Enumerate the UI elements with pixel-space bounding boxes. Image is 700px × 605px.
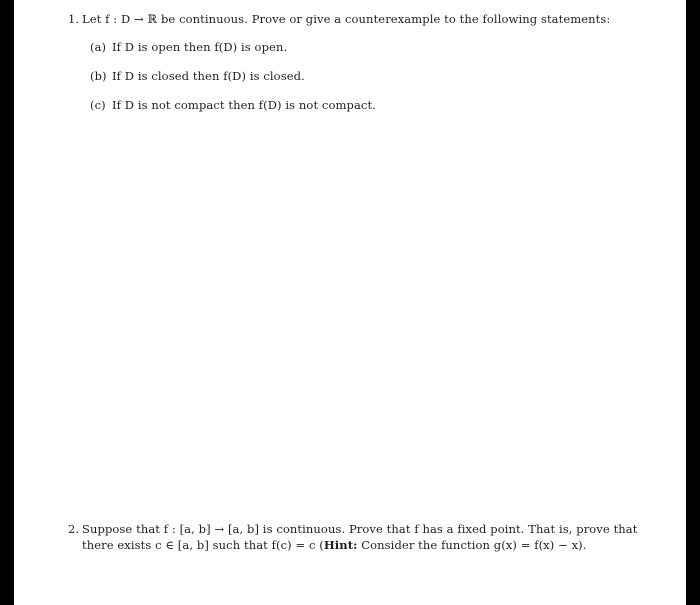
problem-1-statement: Let f : D → ℝ be continuous. Prove or give a counterexample to the following statements: <box>82 12 611 26</box>
problem-1-part-a <box>90 39 287 55</box>
problem-2-line-2 <box>82 537 587 553</box>
problem-1-number: 1. <box>68 12 80 26</box>
document-page <box>14 0 686 605</box>
problem-2-statement-line-1: Suppose that f : [a, b] → [a, b] is continuous. Prove that f has a fixed point. That is, prove that <box>82 522 638 536</box>
problem-2-line-1 <box>68 521 637 537</box>
problem-1-statement-line <box>68 11 610 27</box>
problem-2-number: 2. <box>68 522 80 536</box>
problem-2-statement-line-2-end: Consider the function g(x) = f(x) − x). <box>357 538 587 552</box>
part-a-text: If D is open then f(D) is open. <box>112 40 288 54</box>
problem-1-part-b <box>90 68 305 84</box>
part-b-label: (b) <box>90 69 107 83</box>
part-b-text: If D is closed then f(D) is closed. <box>112 69 305 83</box>
part-c-label: (c) <box>90 98 106 112</box>
problem-1-part-c <box>90 97 376 113</box>
hint-label: Hint: <box>323 538 358 552</box>
part-a-label: (a) <box>90 40 107 54</box>
part-c-text: If D is not compact then f(D) is not compact. <box>112 98 376 112</box>
problem-2-statement-line-2-start: there exists c ∈ [a, b] such that f(c) = c ( <box>82 538 324 552</box>
